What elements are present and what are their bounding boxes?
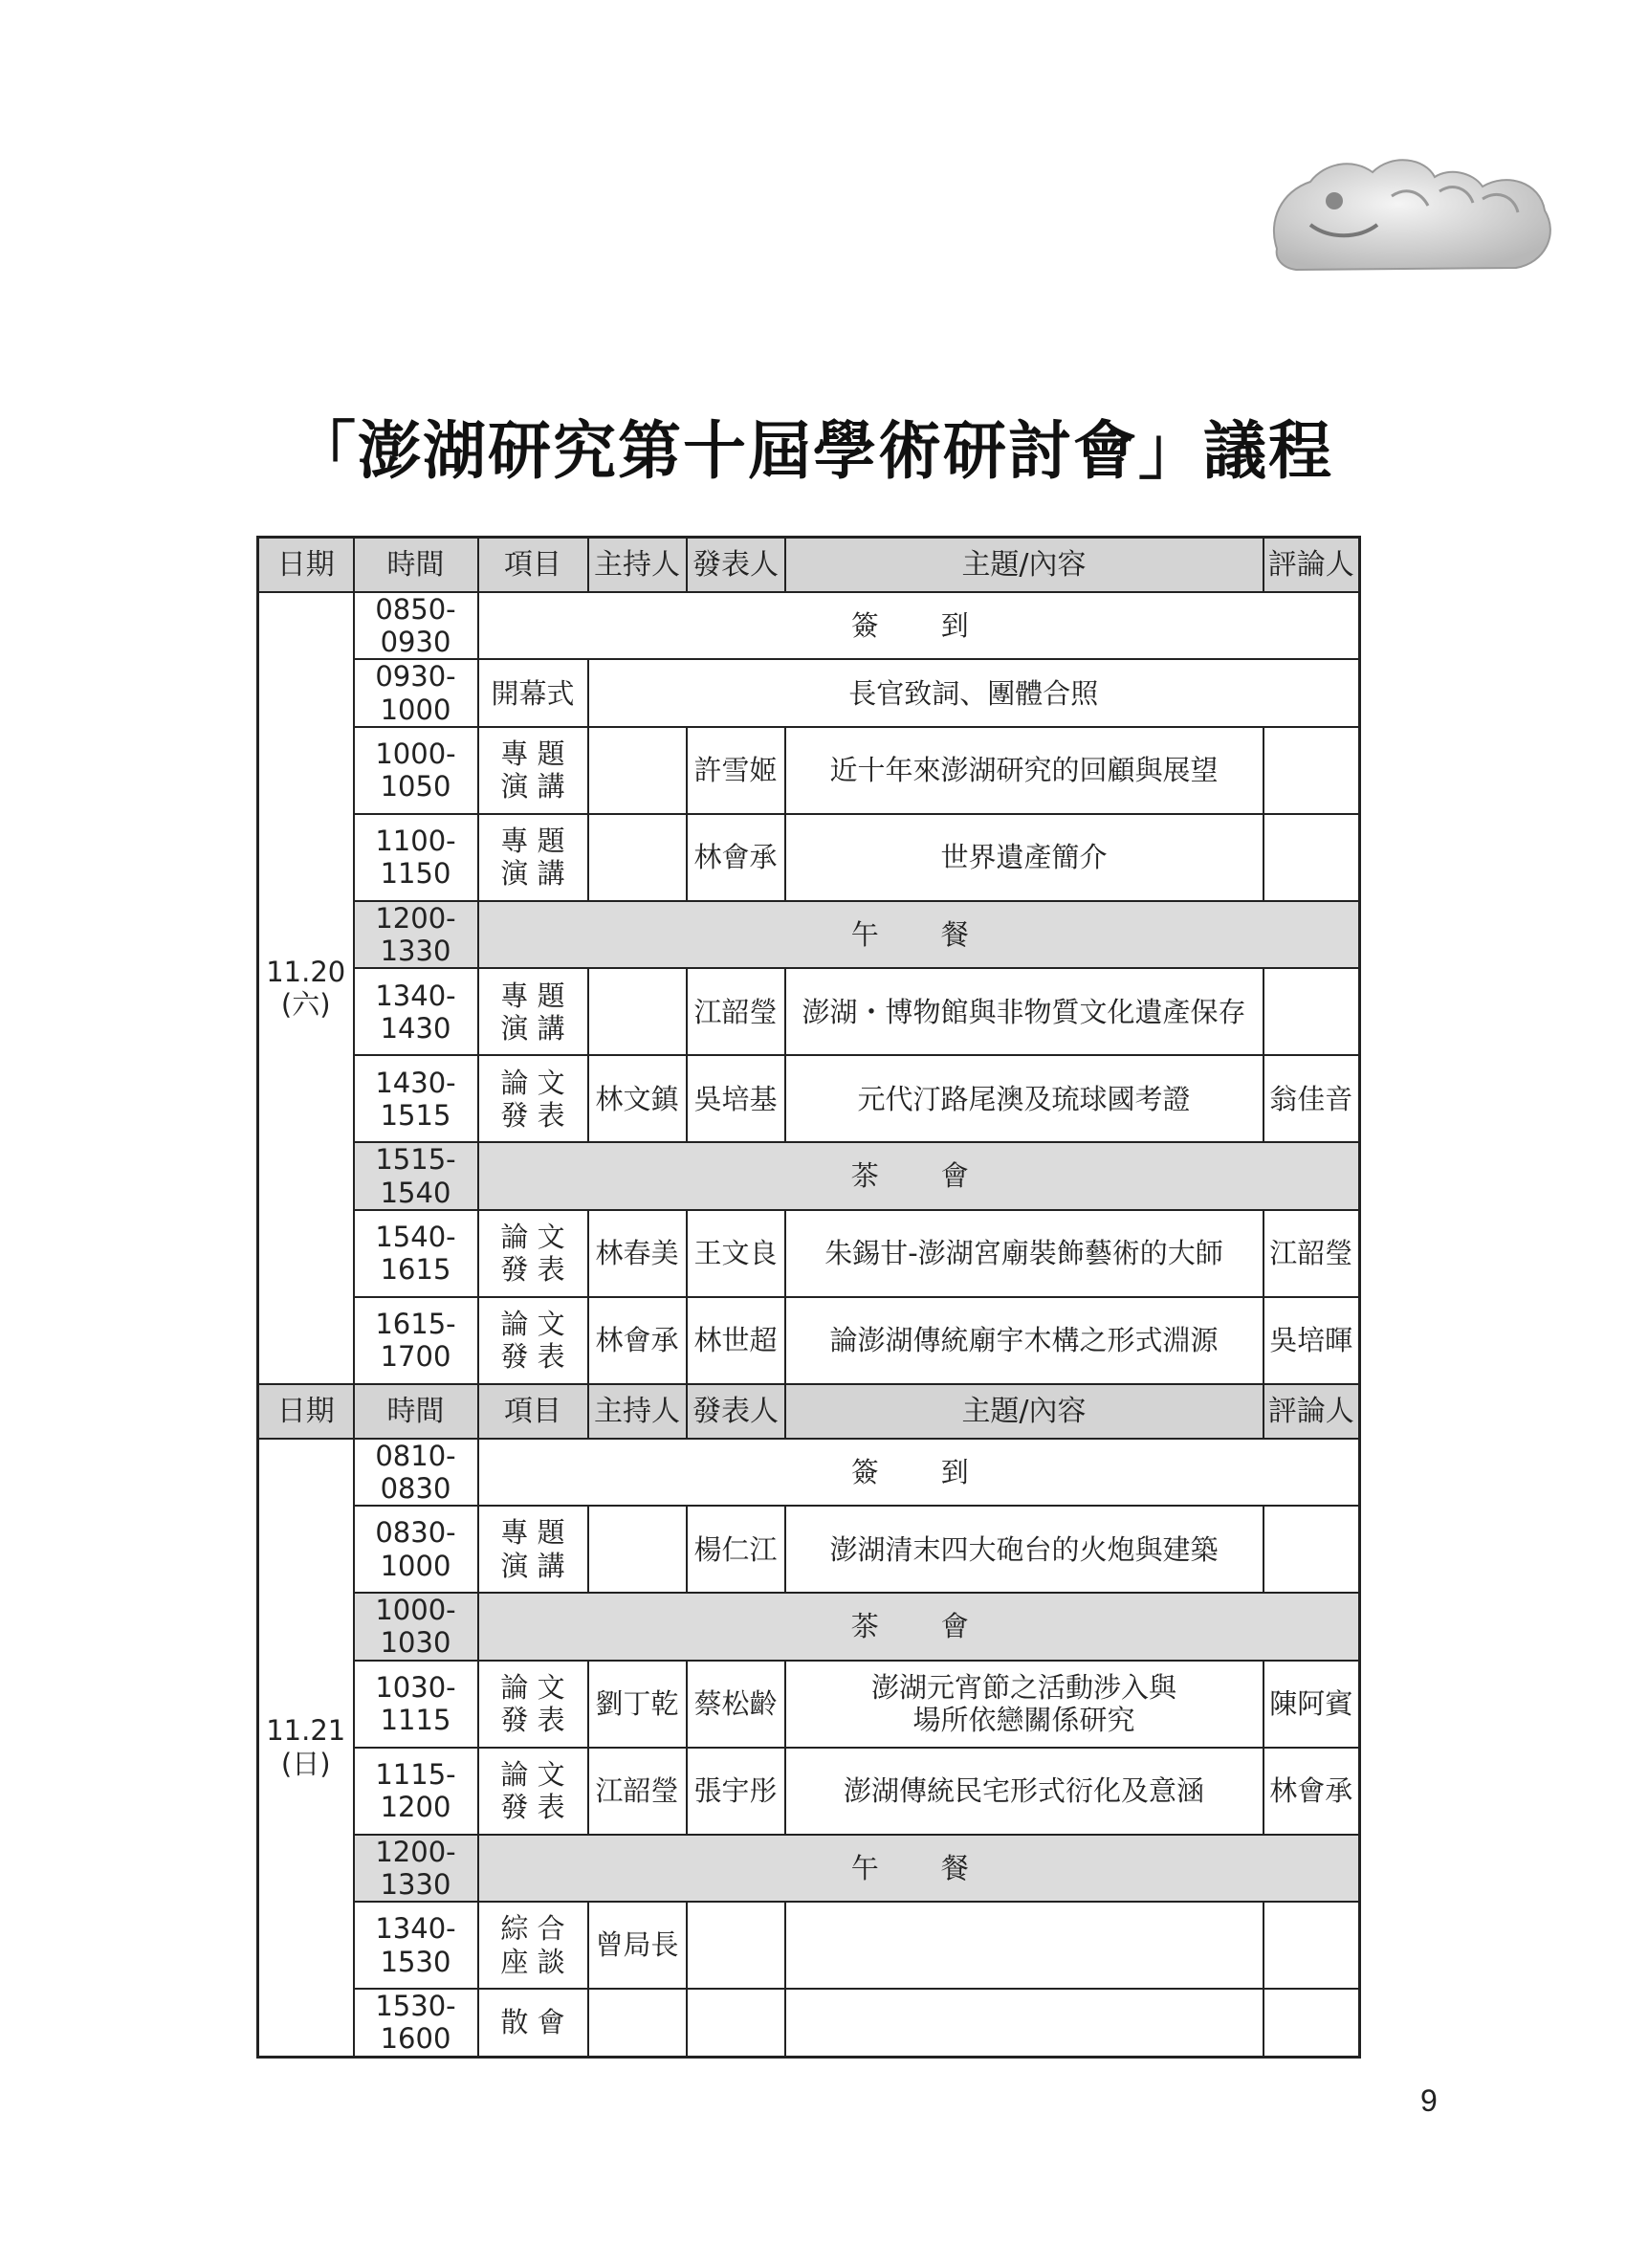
item-cell: 開幕式 — [478, 659, 588, 726]
topic-cell: 近十年來澎湖研究的回顧與展望 — [785, 727, 1263, 814]
item-cell: 專 題 演 講 — [478, 814, 588, 901]
presenter-cell: 林世超 — [687, 1297, 785, 1384]
agenda-table — [256, 536, 1361, 2059]
date: 11.20 — [266, 955, 346, 988]
time-cell: 1340-1430 — [354, 968, 478, 1055]
presenter-cell: 蔡松齡 — [687, 1661, 785, 1748]
time-cell: 1030-1115 — [354, 1661, 478, 1748]
table-row — [258, 659, 1360, 726]
date-cell — [258, 592, 354, 1384]
item-cell: 綜 合 座 談 — [478, 1902, 588, 1989]
session-cell: 茶 會 — [478, 1593, 1360, 1660]
time-cell: 1200-1330 — [354, 1835, 478, 1902]
header-row — [258, 1384, 1360, 1439]
time-cell: 1515-1540 — [354, 1142, 478, 1209]
header-item: 項目 — [478, 538, 588, 593]
table-row — [258, 814, 1360, 901]
presenter-cell: 許雪姬 — [687, 727, 785, 814]
header-host: 主持人 — [588, 538, 687, 593]
item-cell: 專 題 演 講 — [478, 727, 588, 814]
session-cell: 午 餐 — [478, 1835, 1360, 1902]
table-row — [258, 1661, 1360, 1748]
table-row — [258, 1902, 1360, 1989]
host-cell: 劉丁乾 — [588, 1661, 687, 1748]
header-presenter: 發表人 — [687, 538, 785, 593]
time-cell: 1430-1515 — [354, 1055, 478, 1142]
topic-cell: 澎湖元宵節之活動涉入與 場所依戀關係研究 — [785, 1661, 1263, 1748]
item-cell: 論 文 發 表 — [478, 1661, 588, 1748]
host-cell — [588, 1989, 687, 2057]
topic-cell: 澎湖・博物館與非物質文化遺產保存 — [785, 968, 1263, 1055]
stone-lion-image — [1258, 143, 1564, 277]
date-cell — [258, 1439, 354, 2057]
time-cell: 1000-1050 — [354, 727, 478, 814]
commentator-cell: 陳阿賓 — [1263, 1661, 1360, 1748]
host-cell — [588, 727, 687, 814]
host-cell — [588, 814, 687, 901]
presenter-cell: 吳培基 — [687, 1055, 785, 1142]
table-row — [258, 1297, 1360, 1384]
page-number: 9 — [1420, 2083, 1438, 2118]
time-cell: 1340-1530 — [354, 1902, 478, 1989]
commentator-cell — [1263, 1902, 1360, 1989]
weekday: (日) — [280, 1747, 331, 1780]
host-cell: 林會承 — [588, 1297, 687, 1384]
item-cell: 散 會 — [478, 1989, 588, 2057]
topic-cell: 論澎湖傳統廟宇木構之形式淵源 — [785, 1297, 1263, 1384]
header-time: 時間 — [354, 1384, 478, 1439]
commentator-cell — [1263, 727, 1360, 814]
header-date: 日期 — [258, 538, 354, 593]
presenter-cell: 張宇彤 — [687, 1748, 785, 1835]
table-row — [258, 901, 1360, 968]
table-row — [258, 592, 1360, 659]
header-topic: 主題/內容 — [785, 1384, 1263, 1439]
time-cell: 1200-1330 — [354, 901, 478, 968]
host-cell — [588, 968, 687, 1055]
wide-content-cell: 長官致詞、團體合照 — [588, 659, 1360, 726]
table-row — [258, 1835, 1360, 1902]
host-cell — [588, 1506, 687, 1593]
table-row — [258, 1748, 1360, 1835]
host-cell: 林文鎮 — [588, 1055, 687, 1142]
header-topic: 主題/內容 — [785, 538, 1263, 593]
host-cell: 江韶瑩 — [588, 1748, 687, 1835]
topic-cell: 澎湖傳統民宅形式衍化及意涵 — [785, 1748, 1263, 1835]
time-cell: 1615-1700 — [354, 1297, 478, 1384]
time-cell: 0830-1000 — [354, 1506, 478, 1593]
time-cell: 1530-1600 — [354, 1989, 478, 2057]
presenter-cell: 江韶瑩 — [687, 968, 785, 1055]
presenter-cell: 楊仁江 — [687, 1506, 785, 1593]
commentator-cell: 翁佳音 — [1263, 1055, 1360, 1142]
weekday: (六) — [280, 987, 331, 1021]
item-cell: 論 文 發 表 — [478, 1055, 588, 1142]
header-commentator: 評論人 — [1263, 538, 1360, 593]
presenter-cell: 林會承 — [687, 814, 785, 901]
topic-cell — [785, 1989, 1263, 2057]
commentator-cell: 林會承 — [1263, 1748, 1360, 1835]
item-cell: 論 文 發 表 — [478, 1748, 588, 1835]
table-row — [258, 1506, 1360, 1593]
item-cell: 論 文 發 表 — [478, 1297, 588, 1384]
time-cell: 0930-1000 — [354, 659, 478, 726]
table-row — [258, 1989, 1360, 2057]
time-cell: 1100-1150 — [354, 814, 478, 901]
time-cell: 0850-0930 — [354, 592, 478, 659]
commentator-cell — [1263, 968, 1360, 1055]
commentator-cell — [1263, 1989, 1360, 2057]
topic-cell: 世界遺產簡介 — [785, 814, 1263, 901]
session-cell: 簽 到 — [478, 1439, 1360, 1506]
header-date: 日期 — [258, 1384, 354, 1439]
table-row — [258, 968, 1360, 1055]
table-row — [258, 727, 1360, 814]
time-cell: 1000-1030 — [354, 1593, 478, 1660]
item-cell: 論 文 發 表 — [478, 1210, 588, 1297]
table-row — [258, 1593, 1360, 1660]
table-row — [258, 1210, 1360, 1297]
time-cell: 0810-0830 — [354, 1439, 478, 1506]
topic-cell: 朱錫甘-澎湖宮廟裝飾藝術的大師 — [785, 1210, 1263, 1297]
session-cell: 簽 到 — [478, 592, 1360, 659]
presenter-cell: 王文良 — [687, 1210, 785, 1297]
header-row — [258, 538, 1360, 593]
page-title: 「澎湖研究第十屆學術研討會」議程 — [293, 413, 1333, 488]
host-cell: 曾局長 — [588, 1902, 687, 1989]
topic-cell: 澎湖清末四大砲台的火炮與建築 — [785, 1506, 1263, 1593]
commentator-cell: 江韶瑩 — [1263, 1210, 1360, 1297]
presenter-cell — [687, 1989, 785, 2057]
topic-cell: 元代汀路尾澳及琉球國考證 — [785, 1055, 1263, 1142]
commentator-cell: 吳培暉 — [1263, 1297, 1360, 1384]
item-cell: 專 題 演 講 — [478, 968, 588, 1055]
time-cell: 1540-1615 — [354, 1210, 478, 1297]
presenter-cell — [687, 1902, 785, 1989]
header-host: 主持人 — [588, 1384, 687, 1439]
session-cell: 午 餐 — [478, 901, 1360, 968]
commentator-cell — [1263, 814, 1360, 901]
time-cell: 1115-1200 — [354, 1748, 478, 1835]
table-row — [258, 1439, 1360, 1506]
host-cell: 林春美 — [588, 1210, 687, 1297]
header-commentator: 評論人 — [1263, 1384, 1360, 1439]
table-row — [258, 1055, 1360, 1142]
header-item: 項目 — [478, 1384, 588, 1439]
header-presenter: 發表人 — [687, 1384, 785, 1439]
session-cell: 茶 會 — [478, 1142, 1360, 1209]
commentator-cell — [1263, 1506, 1360, 1593]
date: 11.21 — [266, 1714, 346, 1748]
topic-cell — [785, 1902, 1263, 1989]
item-cell: 專 題 演 講 — [478, 1506, 588, 1593]
header-time: 時間 — [354, 538, 478, 593]
table-row — [258, 1142, 1360, 1209]
